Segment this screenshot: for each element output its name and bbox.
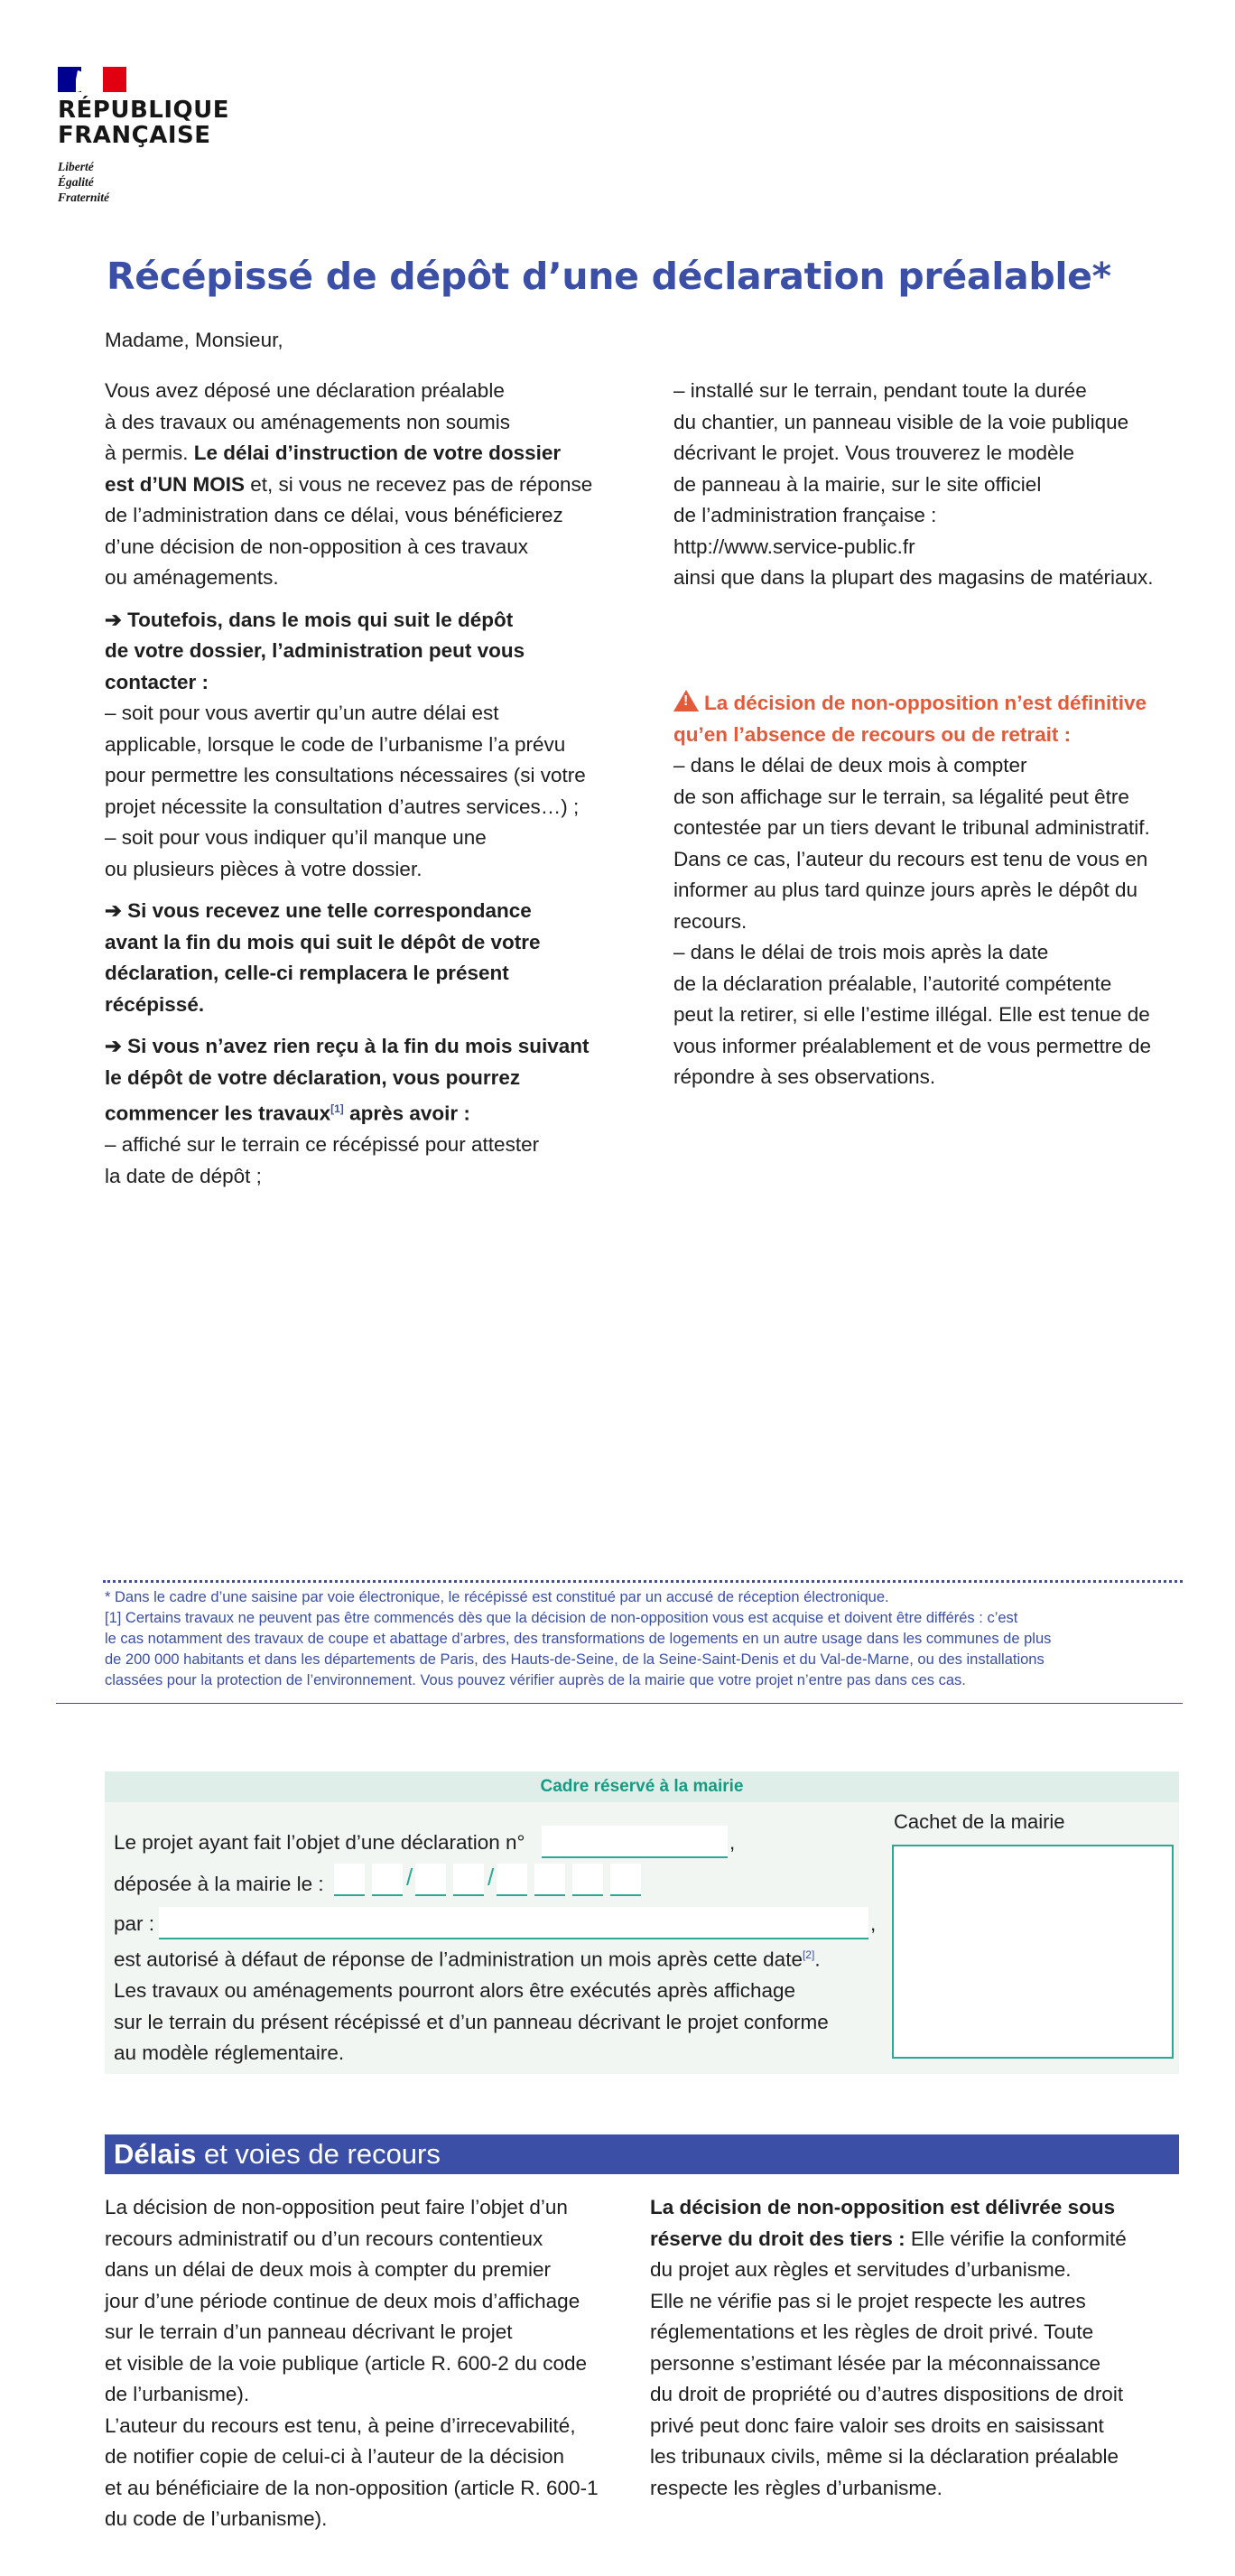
date-digit-field[interactable] <box>334 1864 365 1896</box>
date-digit-field[interactable] <box>453 1864 484 1896</box>
right-column <box>673 376 1197 594</box>
text-line: du chantier, un panneau visible de la voie publique <box>673 410 1129 433</box>
text-line: déclaration, celle-ci remplacera le présent <box>105 962 509 984</box>
text-line: – affiché sur le terrain ce récépissé pour attester <box>105 1133 540 1156</box>
date-separator-icon: / <box>488 1864 495 1891</box>
text-line: d’une décision de non-opposition à ces travaux <box>105 535 529 558</box>
text-line: de notifier copie de celui-ci à l’auteur de la décision <box>105 2445 565 2468</box>
mairie-line1-end: , <box>729 1831 736 1854</box>
delais-right-column <box>650 2192 1192 2504</box>
text-line: le dépôt de votre déclaration, vous pourrez <box>105 1065 521 1089</box>
text-line: du projet aux règles et servitudes d’urbanisme. <box>650 2258 1072 2281</box>
par-field[interactable] <box>159 1907 868 1939</box>
text-line: – dans le délai de deux mois à compter <box>673 754 1027 777</box>
marianne-logo-icon <box>58 67 126 92</box>
mairie-line3-label: par : <box>114 1912 155 1935</box>
text-line: Elle ne vérifie pas si le projet respecte les autres <box>650 2289 1086 2312</box>
footnote-ref-1: [1] <box>330 1102 344 1115</box>
text-line: de votre dossier, l’administration peut vous <box>105 639 525 662</box>
motto-liberte: Liberté <box>58 160 94 173</box>
text-line: commencer les travaux[1] après avoir : <box>105 1102 470 1125</box>
warning-block <box>673 688 1197 1093</box>
date-digit-field[interactable] <box>372 1864 403 1896</box>
text-line: du code de l’urbanisme). <box>105 2507 328 2530</box>
text-line: et au bénéficiaire de la non-opposition (article R. 600-1 <box>105 2476 599 2499</box>
text-line: – soit pour vous indiquer qu’il manque une <box>105 826 487 849</box>
mairie-line1-label: Le projet ayant fait l’objet d’une déclaration n° <box>114 1831 525 1854</box>
mairie-header: Cadre réservé à la mairie <box>105 1772 1179 1802</box>
text-line: recours administratif ou d’un recours contentieux <box>105 2227 543 2250</box>
text-line: la date de dépôt ; <box>105 1164 262 1187</box>
mairie-body <box>114 1939 881 2069</box>
text-line: dans un délai de deux mois à compter du premier <box>105 2258 552 2281</box>
date-digit-field[interactable] <box>415 1864 446 1896</box>
salutation: Madame, Monsieur, <box>105 329 283 351</box>
footnote-divider <box>103 1580 1183 1583</box>
text-line: ou plusieurs pièces à votre dossier. <box>105 857 422 880</box>
footnote-ref-2: [2] <box>802 1948 815 1961</box>
warning-title-line: qu’en l’absence de recours ou de retrait : <box>673 722 1072 746</box>
page-title: Récépissé de dépôt d’une déclaration préalable* <box>107 255 1111 298</box>
motto-fraternite: Fraternité <box>58 191 110 204</box>
text-line: peut la retirer, si elle l’estime illégal. Elle est tenue de <box>673 1003 1150 1026</box>
text-line: répondre à ses observations. <box>673 1065 936 1088</box>
text-line: jour d’une période continue de deux mois d’affichage <box>105 2289 580 2312</box>
text-line: réserve du droit des tiers : Elle vérifie la conformité <box>650 2227 1127 2250</box>
text-line: au modèle réglementaire. <box>114 2041 345 2064</box>
text-line: – dans le délai de trois mois après la date <box>673 941 1049 963</box>
text-line: à des travaux ou aménagements non soumis <box>105 410 511 433</box>
date-digit-field[interactable] <box>572 1864 603 1896</box>
text-line: informer au plus tard quinze jours après le dépôt du <box>673 879 1138 901</box>
text-line: Dans ce cas, l’auteur du recours est tenu de vous en <box>673 847 1148 870</box>
warning-title-line: !La décision de non-opposition n’est définitive <box>673 688 1197 720</box>
date-digit-field[interactable] <box>534 1864 565 1896</box>
text-line: du droit de propriété ou d’autres dispositions de droit <box>650 2383 1124 2405</box>
text-line: – soit pour vous avertir qu’un autre délai est <box>105 702 499 724</box>
cachet-label: Cachet de la mairie <box>894 1810 1065 1833</box>
cachet-stamp-box <box>892 1845 1174 2059</box>
text-line: décrivant le projet. Vous trouverez le modèle <box>673 442 1074 464</box>
text-line: recours. <box>673 909 748 933</box>
text-line: à permis. Le délai d’instruction de votre dossier <box>105 442 562 464</box>
text-line: sur le terrain du présent récépissé et d’un panneau décrivant le projet conforme <box>114 2010 829 2033</box>
footnote-line: classées pour la protection de l’environnement. Vous pouvez vérifier auprès de la mairie que votre projet n’entre pas dans ces cas. <box>105 1672 966 1688</box>
text-line: avant la fin du mois qui suit le dépôt de votre <box>105 930 541 953</box>
text-line: ➔ Si vous recevez une telle correspondance <box>105 899 532 922</box>
text-line: sur le terrain d’un panneau décrivant le projet <box>105 2320 513 2343</box>
footnote-line: le cas notamment des travaux de coupe et abattage d’arbres, des transformations de logements en un autre usage dans les communes de plus <box>105 1631 1052 1647</box>
motto-egalite: Égalité <box>58 175 94 189</box>
date-digit-field[interactable] <box>497 1864 527 1896</box>
declaration-number-field[interactable] <box>542 1826 728 1858</box>
text-line: de panneau à la mairie, sur le site officiel <box>673 472 1042 496</box>
text-line: http://www.service-public.fr <box>673 535 915 558</box>
text-line: ainsi que dans la plupart des magasins de matériaux. <box>673 566 1154 589</box>
text-line: projet nécessite la consultation d’autres services…) ; <box>105 795 580 818</box>
text-line: applicable, lorsque le code de l’urbanisme l’a prévu <box>105 732 566 756</box>
text-line: de l’administration française : <box>673 504 937 526</box>
text-line: personne s’estimant lésée par la méconnaissance <box>650 2351 1101 2375</box>
date-digit-field[interactable] <box>610 1864 641 1896</box>
text-line: récépissé. <box>105 992 205 1016</box>
text-line: La décision de non-opposition peut faire l’objet d’un <box>105 2196 568 2218</box>
text-line: La décision de non-opposition est délivrée sous <box>650 2196 1116 2218</box>
republic-line2: FRANÇAISE <box>58 122 211 149</box>
text-line: les tribunaux civils, même si la déclaration préalable <box>650 2445 1119 2468</box>
text-line: de l’administration dans ce délai, vous bénéficierez <box>105 504 563 526</box>
text-line: de l’urbanisme). <box>105 2383 250 2405</box>
text-line: pour permettre les consultations nécessaires (si votre <box>105 764 586 786</box>
text-line: de la déclaration préalable, l’autorité compétente <box>673 972 1112 995</box>
mairie-line2-label: déposée à la mairie le : <box>114 1873 324 1895</box>
footnote-line: * Dans le cadre d’une saisine par voie électronique, le récépissé est constitué par un accusé de réception électronique. <box>105 1589 889 1605</box>
text-line: ou aménagements. <box>105 566 279 589</box>
warning-icon <box>673 690 699 711</box>
text-line: est d’UN MOIS et, si vous ne recevez pas de réponse <box>105 472 593 496</box>
text-line: vous informer préalablement et de vous permettre de <box>673 1034 1152 1057</box>
text-line: – installé sur le terrain, pendant toute la durée <box>673 379 1087 402</box>
text-line: Les travaux ou aménagements pourront alors être exécutés après affichage <box>114 1979 796 2002</box>
date-separator-icon: / <box>406 1864 413 1891</box>
footnote-rule <box>56 1703 1183 1704</box>
text-line: L’auteur du recours est tenu, à peine d’irrecevabilité, <box>105 2413 576 2437</box>
delais-left-column <box>105 2192 646 2535</box>
left-column <box>105 376 628 1192</box>
text-line: Vous avez déposé une déclaration préalable <box>105 379 505 402</box>
text-line: et visible de la voie publique (article R. 600-2 du code <box>105 2351 588 2375</box>
text-line: respecte les règles d’urbanisme. <box>650 2476 942 2499</box>
text-line: privé peut donc faire valoir ses droits en saisissant <box>650 2413 1104 2437</box>
text-line: ➔ Toutefois, dans le mois qui suit le dépôt <box>105 608 514 631</box>
text-line: réglementations et les règles de droit privé. Toute <box>650 2320 1094 2343</box>
text-line: de son affichage sur le terrain, sa légalité peut être <box>673 785 1129 808</box>
republic-line1: RÉPUBLIQUE <box>58 97 229 124</box>
mairie-line3-end: , <box>870 1912 877 1935</box>
text-line: ➔ Si vous n’avez rien reçu à la fin du mois suivant <box>105 1035 590 1057</box>
footnote-line: [1] Certains travaux ne peuvent pas être commencés dès que la décision de non-opposition vous est acquise et doivent être différés : c’est <box>105 1610 1018 1626</box>
text-line: contestée par un tiers devant le tribunal administratif. <box>673 816 1150 839</box>
section-title: Délais et voies de recours <box>114 2138 441 2170</box>
footnote-line: de 200 000 habitants et dans les départements de Paris, des Hauts-de-Seine, de la Seine-Saint-Denis et du Val-de-Marne, ou des installations <box>105 1651 1045 1668</box>
footnotes <box>105 1587 1184 1691</box>
text-line: contacter : <box>105 670 209 693</box>
text-line: est autorisé à défaut de réponse de l’administration un mois après cette date[2]. <box>114 1948 821 1971</box>
